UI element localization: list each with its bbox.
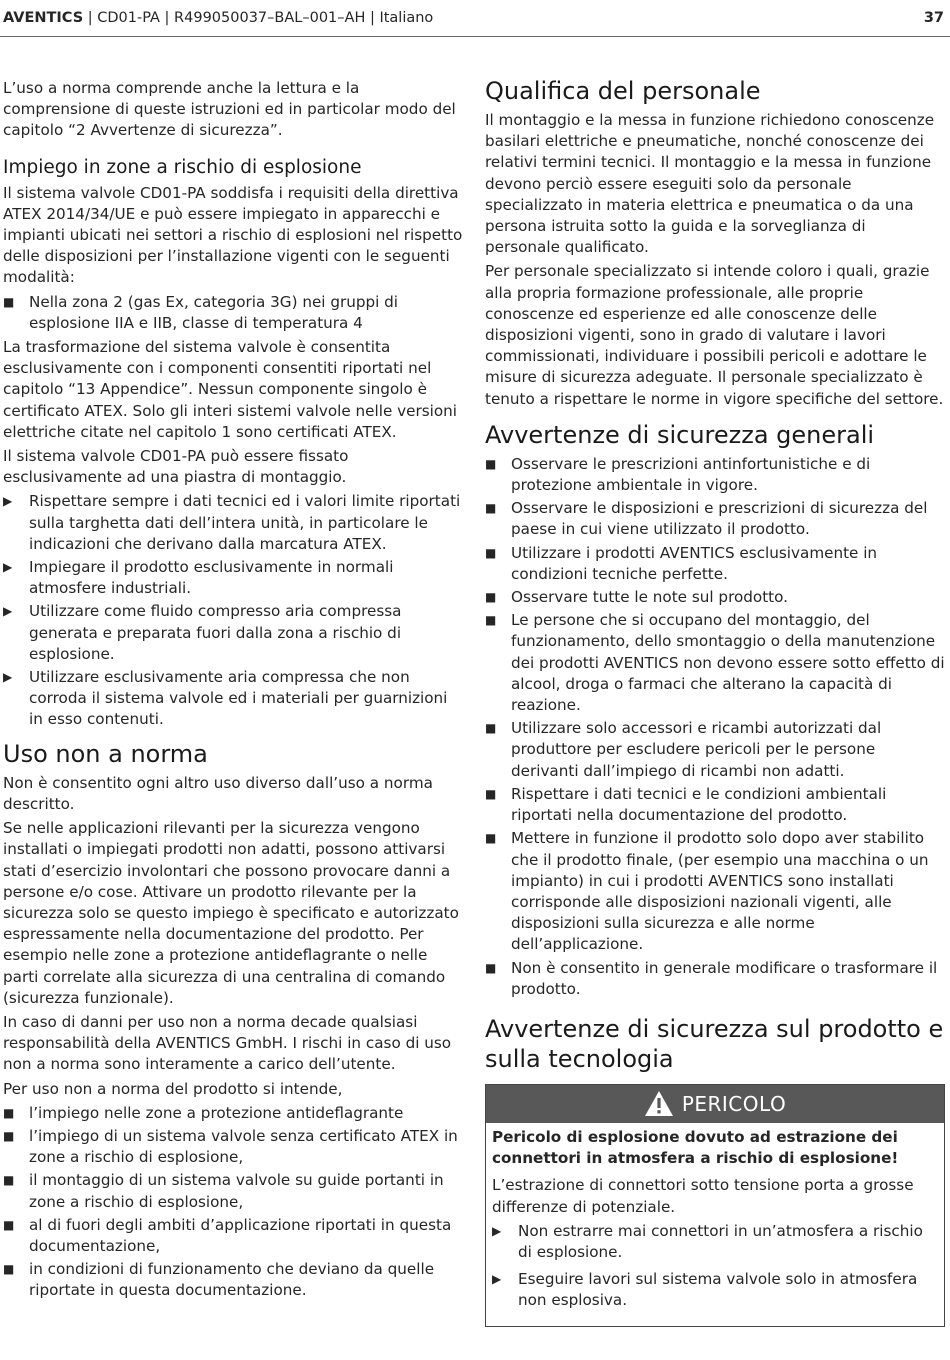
right-column xyxy=(485,78,945,1327)
header-meta: | CD01-PA | R499050037–BAL–001–AH | Italiano xyxy=(83,10,434,26)
square-bullet-icon: ■ xyxy=(3,1173,15,1188)
square-bullet-icon: ■ xyxy=(485,721,497,736)
square-bullet-icon: ■ xyxy=(485,960,497,975)
qualification-heading: Qualifica del personale xyxy=(485,77,761,105)
square-bullet-icon: ■ xyxy=(3,294,15,309)
arrow-bullet-icon: ▶ xyxy=(492,1272,502,1287)
square-bullet-icon: ■ xyxy=(485,613,497,628)
list-item: ▶ Non estrarre mai connettori in un’atmosfera a rischio di esplosione. xyxy=(492,1221,923,1261)
list-item: ▶ Eseguire lavori sul sistema valvole solo in atmosfera non esplosiva. xyxy=(492,1270,918,1310)
list-item: ■ l’impiego di un sistema valvole senza certificato ATEX in zone a rischio di esplosione, xyxy=(3,1126,458,1167)
arrow-bullet-icon: ▶ xyxy=(492,1223,502,1238)
ex-paragraph-1: Il sistema valvole CD01-PA soddisfa i requisiti della direttiva ATEX 2014/34/UE e può essere impiegato in apparecchi e impianti ubicati nei settori a rischio di esplosioni nel rispetto delle disposizioni per l’installazione vigenti con le seguenti modalità: xyxy=(3,183,463,287)
list-item: ▶ Utilizzare come fluido compresso aria compressa generata e preparata fuori dalla zona a rischio di esplosione. xyxy=(3,602,402,663)
list-item: ▶ Utilizzare esclusivamente aria compressa che non corroda il sistema valvole ed i materiali per guarnizioni in esso contenuti. xyxy=(3,668,448,729)
list-item: ■ l’impiego nelle zone a protezione antideflagrante xyxy=(3,1103,463,1124)
intro-paragraph: L’uso a norma comprende anche la lettura e la comprensione di queste istruzioni ed in particolar modo del capitolo “2 Avvertenze di sicurezza”. xyxy=(3,79,456,140)
qualification-paragraph-1: Il montaggio e la messa in funzione richiedono conoscenze basilari elettriche e pneumatiche, nonché conoscenze dei relativi termini tecnici. Il montaggio e la messa in funzione devono perciò essere eseguiti solo da personale specializzato in materia elettrica e pneumatica o da una persona istruita sotto la guida e la sorveglianza di personale qualificato. xyxy=(485,111,935,257)
list-item: ▶ Impiegare il prodotto esclusivamente in normali atmosfere industriali. xyxy=(3,558,394,598)
arrow-bullet-icon: ▶ xyxy=(3,604,13,619)
general-safety-list xyxy=(485,454,945,1000)
danger-box xyxy=(485,1084,945,1327)
square-bullet-icon: ■ xyxy=(485,545,497,560)
ex-list-1 xyxy=(3,292,463,334)
list-item: ■ al di fuori degli ambiti d’applicazione riportati in questa documentazione, xyxy=(3,1215,452,1255)
arrow-bullet-icon: ▶ xyxy=(3,560,13,575)
list-item: ■ Non è consentito in generale modificare o trasformare il prodotto. xyxy=(485,958,938,998)
product-safety-heading: Avvertenze di sicurezza sul prodotto e sulla tecnologia xyxy=(485,1014,944,1073)
left-column xyxy=(3,78,463,1305)
list-item: ■ Osservare tutte le note sul prodotto. xyxy=(485,587,945,608)
list-item: ▶ Rispettare sempre i dati tecnici ed i valori limite riportati sulla targhetta dati dell’intera unità, in particolare le indicazioni che derivano dalla marcatura ATEX. xyxy=(3,492,461,553)
page-number: 37 xyxy=(923,10,944,26)
list-item: ■ Mettere in funzione il prodotto solo dopo aver stabilito che il prodotto finale, (per esempio una macchina o un impianto) in cui i prodotti AVENTICS sono installati corrisponde alle disposizioni nazionali vigenti, alle disposizioni sulla sicurezza e alle norme dell’applicazione. xyxy=(485,829,929,954)
general-safety-heading: Avvertenze di sicurezza generali xyxy=(485,420,875,449)
ex-zone-heading: Impiego in zone a rischio di esplosione xyxy=(3,156,362,178)
ex-paragraph-3: Il sistema valvole CD01-PA può essere fissato esclusivamente ad una piastra di montaggio. xyxy=(3,447,349,487)
danger-header xyxy=(486,1085,944,1123)
square-bullet-icon: ■ xyxy=(485,456,497,471)
square-bullet-icon: ■ xyxy=(485,501,497,516)
misuse-paragraph-3: In caso di danni per uso non a norma decade qualsiasi responsabilità della AVENTICS GmbH. I rischi in caso di uso non a norma sono interamente a carico dell’utente. xyxy=(3,1012,452,1074)
list-item: ■ Utilizzare solo accessori e ricambi autorizzati dal produttore per escludere pericoli per le persone derivanti dall’impiego di ricambi non adatti. xyxy=(485,719,882,780)
danger-list xyxy=(492,1221,938,1312)
square-bullet-icon: ■ xyxy=(3,1128,15,1143)
list-item: ■ Nella zona 2 (gas Ex, categoria 3G) nei gruppi di esplosione IIA e IIB, classe di temperatura 4 xyxy=(3,292,399,332)
ex-list-2 xyxy=(3,491,463,730)
warning-triangle-icon xyxy=(644,1090,674,1117)
page-header xyxy=(0,0,950,37)
ex-paragraph-2: La trasformazione del sistema valvole è consentita esclusivamente con i componenti consentiti riportati nel capitolo “13 Appendice”. Nessun componente singolo è certificato ATEX. Solo gli interi sistemi valvole nelle versioni elettriche citate nel capitolo 1 sono certificati ATEX. xyxy=(3,338,457,441)
header-brand: AVENTICS xyxy=(3,10,84,26)
arrow-bullet-icon: ▶ xyxy=(3,494,13,509)
list-item: ■ il montaggio di un sistema valvole su guide portanti in zone a rischio di esplosione, xyxy=(3,1171,444,1211)
square-bullet-icon: ■ xyxy=(485,786,497,801)
header-title xyxy=(3,0,433,36)
square-bullet-icon: ■ xyxy=(3,1217,15,1232)
list-item: ■ Utilizzare i prodotti AVENTICS esclusivamente in condizioni tecniche perfette. xyxy=(485,543,878,583)
square-bullet-icon: ■ xyxy=(485,831,497,846)
misuse-paragraph-4: Per uso non a norma del prodotto si intende, xyxy=(3,1079,343,1098)
misuse-paragraph-2: Se nelle applicazioni rilevanti per la sicurezza vengono installati o impiegati prodotti non adatti, possono attivarsi stati d’esercizio involontari che possono provocare danni a persone e/o cose. Attivare un prodotto rilevante per la sicurezza solo se questo impiego è specificato e autorizzato espressamente nella documentazione del prodotto. Per esempio nelle zone a protezione antideflagrante o nelle parti correlate alla sicurezza di una centralina di comando (sicurezza funzionale). xyxy=(3,819,459,1007)
list-item: ■ Le persone che si occupano del montaggio, del funzionamento, dello smontaggio o della manutenzione dei prodotti AVENTICS non devono essere sotto effetto di alcool, droga o farmaci che alterano la capacità di reazione. xyxy=(485,611,945,715)
list-item: ■ Rispettare i dati tecnici e le condizioni ambientali riportati nella documentazione del prodotto. xyxy=(485,784,887,825)
danger-text: L’estrazione di connettori sotto tensione porta a grosse differenze di potenziale. xyxy=(492,1176,914,1216)
misuse-list xyxy=(3,1103,463,1302)
misuse-heading: Uso non a norma xyxy=(3,739,208,768)
square-bullet-icon: ■ xyxy=(485,590,497,605)
misuse-paragraph-1: Non è consentito ogni altro uso diverso dall’uso a norma descritto. xyxy=(3,773,433,813)
list-item: ■ Osservare le disposizioni e prescrizioni di sicurezza del paese in cui viene utilizzato il prodotto. xyxy=(485,499,928,539)
square-bullet-icon: ■ xyxy=(3,1262,15,1277)
danger-title: Pericolo di esplosione dovuto ad estrazione dei connettori in atmosfera a rischio di esplosione! xyxy=(492,1127,899,1168)
arrow-bullet-icon: ▶ xyxy=(3,670,13,685)
qualification-paragraph-2: Per personale specializzato si intende coloro i quali, grazie alla propria formazione professionale, alle proprie conoscenze ed esperienze ed alle conoscenze delle disposizioni vigenti, sono in grado di valutare i lavori commissionati, individuare i possibili pericoli e adottare le misure di sicurezza adeguate. Il personale specializzato è tenuto a rispettare le norme in vigore specifiche del settore. xyxy=(485,262,944,408)
danger-label: PERICOLO xyxy=(681,1091,787,1116)
list-item: ■ Osservare le prescrizioni antinfortunistiche e di protezione ambientale in vigore. xyxy=(485,454,871,495)
list-item: ■ in condizioni di funzionamento che deviano da quelle riportate in questa documentazione. xyxy=(3,1260,435,1300)
square-bullet-icon: ■ xyxy=(3,1105,15,1120)
danger-body xyxy=(486,1123,944,1326)
